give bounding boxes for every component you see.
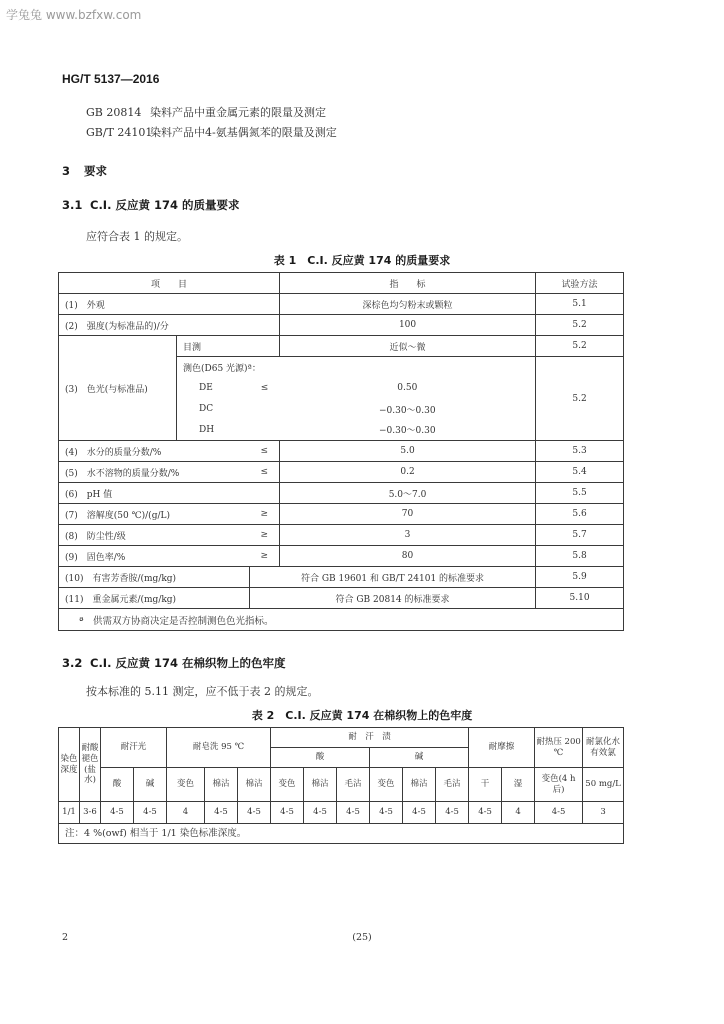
reference-2 [86, 124, 337, 140]
row-item: (5) 水不溶物的质量分数/% [59, 462, 250, 483]
table-header-row [59, 768, 624, 802]
page-number: 2 [62, 932, 69, 943]
table-row [59, 567, 624, 588]
header-soap: 耐皂洗 95 ℃ [167, 728, 271, 768]
header-soap-cotton: 棉沾 [205, 768, 238, 802]
header-sweat-acid: 酸 [271, 748, 370, 768]
section-3-2-text: 按本标准的 5.11 测定，应不低于表 2 的规定。 [86, 685, 319, 698]
dh-symbol [250, 420, 280, 441]
row-item: (4) 水分的质量分数/% [59, 441, 250, 462]
reference-title: 染料产品中重金属元素的限量及测定 [150, 106, 326, 119]
section-3-heading [62, 163, 107, 179]
section-3-2-heading [62, 655, 285, 671]
table-header-row [59, 728, 624, 748]
sub-instrument: 测色(D65 光源)ª： [177, 357, 536, 378]
header-acid-change: 变色 [271, 768, 304, 802]
row-value: 符合 GB 19601 和 GB/T 24101 的标准要求 [250, 567, 536, 588]
header-light: 耐汗光 [101, 728, 167, 768]
row-value: 符合 GB 20814 的标准要求 [250, 588, 536, 609]
header-acid-fade: 耐酸褪色(盐水) [80, 728, 101, 802]
row-method: 5.2 [536, 336, 624, 357]
dc-symbol [250, 399, 280, 420]
cell: 4-5 [271, 802, 304, 824]
row-method: 5.2 [536, 357, 624, 441]
header-alkali-cotton: 棉沾 [403, 768, 436, 802]
table-row [59, 588, 624, 609]
cell: 3 [583, 802, 624, 824]
reference-code: GB/T 24101 [86, 126, 153, 139]
table-1-caption: 表 1 C.I. 反应黄 174 的质量要求 [273, 254, 451, 267]
dh-label: DH [177, 420, 250, 441]
row-method: 5.2 [536, 315, 624, 336]
header-rub-wet: 湿 [502, 768, 535, 802]
de-value: 0.50 [280, 378, 536, 399]
header-item: 项 目 [59, 273, 280, 294]
reference-1 [86, 104, 326, 120]
table-row [59, 525, 624, 546]
row-item: (7) 溶解度(50 ℃)/(g/L) [59, 504, 250, 525]
row-symbol: ≤ [250, 462, 280, 483]
row-item: (1) 外观 [59, 294, 280, 315]
header-sweat: 耐 汗 渍 [271, 728, 469, 748]
header-heat-sub: 变色(4 h 后) [535, 768, 583, 802]
section-number: 3.2 [62, 656, 83, 670]
cell: 4 [167, 802, 205, 824]
table-row [59, 546, 624, 567]
row-value: 5.0～7.0 [280, 483, 536, 504]
row-method: 5.1 [536, 294, 624, 315]
row-method: 5.8 [536, 546, 624, 567]
row-method: 5.7 [536, 525, 624, 546]
row-value: 深棕色均匀粉末或颗粒 [280, 294, 536, 315]
cell: 4-5 [403, 802, 436, 824]
table-note: 注：4 %(owf) 相当于 1/1 染色标准深度。 [59, 824, 624, 844]
cell: 4-5 [370, 802, 403, 824]
sheet-number: (25) [352, 932, 372, 943]
dh-value: −0.30～0.30 [280, 420, 536, 441]
table-note-row [59, 824, 624, 844]
reference-title: 染料产品中4-氨基偶氮苯的限量及测定 [150, 126, 337, 139]
header-light-acid: 酸 [101, 768, 134, 802]
header-acid-wool: 毛沾 [337, 768, 370, 802]
header-chlorine-sub: 50 mg/L [583, 768, 624, 802]
table-row [59, 483, 624, 504]
row-item: (10) 有害芳香胺/(mg/kg) [59, 567, 250, 588]
table-header-row [59, 273, 624, 294]
row-method: 5.5 [536, 483, 624, 504]
reference-code: GB 20814 [86, 106, 142, 119]
table-row [59, 441, 624, 462]
row-method: 5.6 [536, 504, 624, 525]
row-symbol: ≥ [250, 504, 280, 525]
cell: 4-5 [436, 802, 469, 824]
dc-value: −0.30～0.30 [280, 399, 536, 420]
row-value: 80 [280, 546, 536, 567]
section-title: C.I. 反应黄 174 在棉织物上的色牢度 [90, 656, 286, 670]
cell: 1/1 [59, 802, 80, 824]
table-2 [58, 727, 624, 844]
table-row [59, 315, 624, 336]
cell: 4-5 [134, 802, 167, 824]
standard-code: HG/T 5137—2016 [62, 72, 160, 86]
row-value: 70 [280, 504, 536, 525]
cell: 3-6 [80, 802, 101, 824]
row-method: 5.3 [536, 441, 624, 462]
table-footnote-row [59, 609, 624, 631]
row-method: 5.4 [536, 462, 624, 483]
header-sweat-alkali: 碱 [370, 748, 469, 768]
table-1 [58, 272, 624, 631]
cell: 4-5 [304, 802, 337, 824]
header-alkali-change: 变色 [370, 768, 403, 802]
row-value: 3 [280, 525, 536, 546]
section-3-1-heading [62, 197, 239, 213]
cell: 4-5 [535, 802, 583, 824]
table-row [59, 336, 624, 357]
row-method: 5.9 [536, 567, 624, 588]
row-symbol: ≥ [250, 525, 280, 546]
header-soap-change: 变色 [167, 768, 205, 802]
cell: 4-5 [101, 802, 134, 824]
sub-visual: 目测 [177, 336, 280, 357]
table-row [59, 462, 624, 483]
header-depth: 染色深度 [59, 728, 80, 802]
watermark: 学兔兔 www.bzfxw.com [6, 8, 142, 22]
de-symbol: ≤ [260, 383, 269, 393]
table-row [59, 504, 624, 525]
row-value: 近似～微 [280, 336, 536, 357]
cell: 4-5 [238, 802, 271, 824]
de-label: DE [177, 378, 250, 399]
row-item: (2) 强度(为标准品的)/分 [59, 315, 280, 336]
row-item: (9) 固色率/% [59, 546, 250, 567]
section-title: 要求 [84, 164, 107, 178]
cell: 4-5 [469, 802, 502, 824]
row-item: (8) 防尘性/级 [59, 525, 250, 546]
cell: 4-5 [337, 802, 370, 824]
table-footnote: ª 供需双方协商决定是否控制测色色光指标。 [59, 609, 624, 631]
header-indicator: 指 标 [280, 273, 536, 294]
header-acid-cotton: 棉沾 [304, 768, 337, 802]
header-heat: 耐热压 200 ℃ [535, 728, 583, 768]
header-alkali-wool: 毛沾 [436, 768, 469, 802]
row-symbol: ≥ [250, 546, 280, 567]
row-item: (3) 色光(与标准品) [59, 336, 177, 441]
table-row [59, 802, 624, 824]
header-light-alkali: 碱 [134, 768, 167, 802]
cell: 4-5 [205, 802, 238, 824]
header-chlorine: 耐氯化水有效氯 [583, 728, 624, 768]
dc-label: DC [177, 399, 250, 420]
row-value: 5.0 [280, 441, 536, 462]
row-item: (6) pH 值 [59, 483, 280, 504]
header-rub-dry: 干 [469, 768, 502, 802]
section-number: 3 [62, 164, 71, 178]
table-2-caption: 表 2 C.I. 反应黄 174 在棉织物上的色牢度 [251, 709, 473, 722]
section-3-1-text: 应符合表 1 的规定。 [86, 230, 188, 243]
header-method: 试验方法 [536, 273, 624, 294]
row-item: (11) 重金属元素/(mg/kg) [59, 588, 250, 609]
section-number: 3.1 [62, 198, 83, 212]
row-method: 5.10 [536, 588, 624, 609]
row-symbol: ≤ [250, 441, 280, 462]
header-rub: 耐摩擦 [469, 728, 535, 768]
row-value: 100 [280, 315, 536, 336]
cell: 4 [502, 802, 535, 824]
row-value: 0.2 [280, 462, 536, 483]
table-row [59, 294, 624, 315]
header-soap-cotton: 棉沾 [238, 768, 271, 802]
section-title: C.I. 反应黄 174 的质量要求 [90, 198, 240, 212]
